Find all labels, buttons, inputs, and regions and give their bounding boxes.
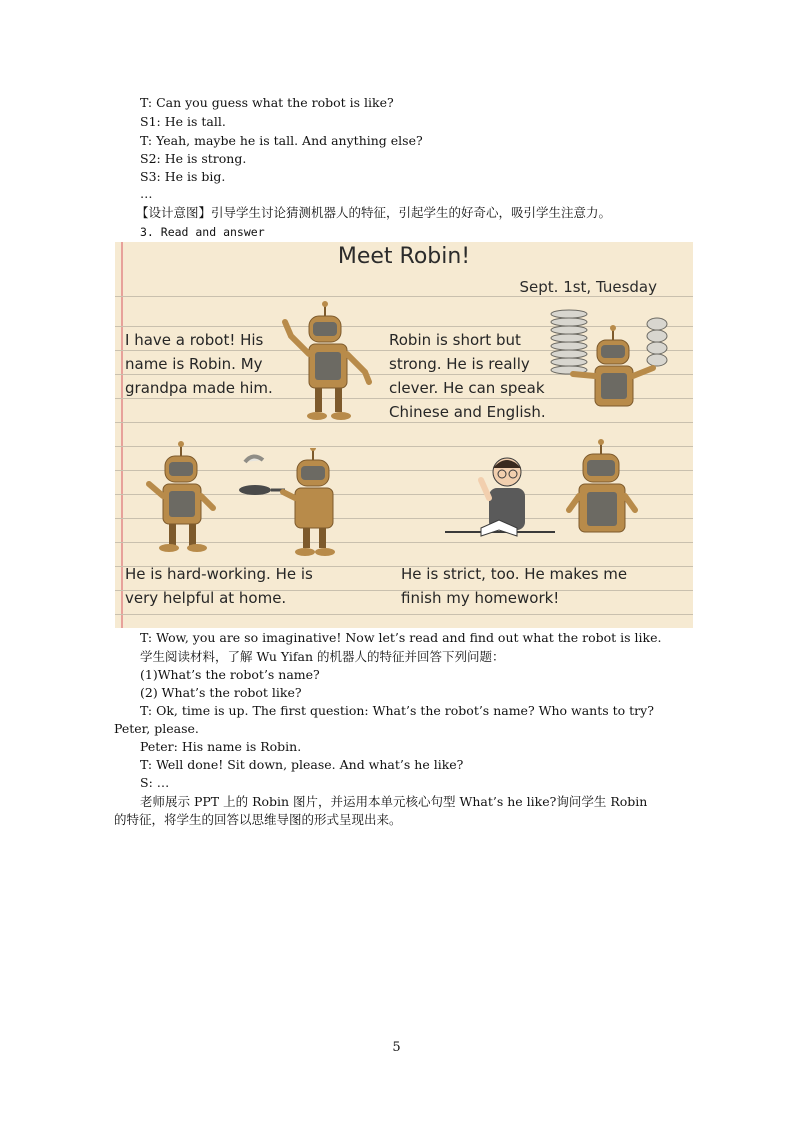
question-line: (2) What’s the robot like? bbox=[140, 685, 302, 700]
dialogue-line: Peter: His name is Robin. bbox=[140, 739, 302, 754]
question-line: (1)What’s the robot’s name? bbox=[140, 667, 320, 682]
strong-robot-icon bbox=[545, 300, 685, 415]
dialogue-line: T: Can you guess what the robot is like? bbox=[140, 95, 394, 110]
boy-reading-icon bbox=[445, 454, 555, 564]
dialogue-line: S: … bbox=[140, 775, 170, 790]
dialogue-line: T: Yeah, maybe he is tall. And anything else? bbox=[140, 133, 423, 148]
caption-2: Robin is short but strong. He is really clever. He can speak Chinese and English. bbox=[389, 331, 546, 421]
notebook-margin-line bbox=[121, 242, 123, 628]
ruled-line bbox=[115, 614, 693, 615]
robin-illustration bbox=[115, 242, 693, 628]
page-number: 5 bbox=[392, 1040, 401, 1055]
dialogue-line: S3: He is big. bbox=[140, 169, 226, 184]
illustration-date: Sept. 1st, Tuesday bbox=[519, 278, 657, 296]
illustration-title: Meet Robin! bbox=[337, 244, 471, 269]
walking-robot-icon bbox=[135, 440, 225, 558]
ruled-line bbox=[115, 296, 693, 297]
dialogue-line: S2: He is strong. bbox=[140, 151, 247, 166]
section-heading: 3. Read and answer bbox=[140, 225, 265, 239]
design-intent: 【设计意图】引导学生讨论猜测机器人的特征，引起学生的好奇心，吸引学生注意力。 bbox=[136, 205, 612, 220]
caption-4: He is strict, too. He makes me finish my homework! bbox=[401, 565, 628, 607]
instruction-line: 学生阅读材料，了解 Wu Yifan 的机器人的特征并回答下列问题： bbox=[140, 649, 505, 664]
dialogue-line: S1: He is tall. bbox=[140, 114, 226, 129]
caption-3: He is hard-working. He is very helpful at home. bbox=[125, 565, 313, 607]
strict-robot-icon bbox=[555, 438, 645, 538]
ellipsis-line: … bbox=[140, 186, 153, 201]
instruction-line: 的特征，将学生的回答以思维导图的形式呈现出来。 bbox=[114, 812, 402, 827]
instruction-line: 老师展示 PPT 上的 Robin 图片，并运用本单元核心句型 What’s he like?询问学生 Robin bbox=[140, 794, 648, 809]
dialogue-line: T: Ok, time is up. The first question: What’s the robot’s name? Who wants to try? bbox=[140, 703, 654, 718]
dialogue-line: T: Wow, you are so imaginative! Now let’s read and find out what the robot is like. bbox=[140, 630, 662, 645]
cooking-robot-icon bbox=[237, 448, 347, 560]
waving-robot-icon bbox=[275, 300, 385, 425]
dialogue-line: T: Well done! Sit down, please. And what’s he like? bbox=[140, 757, 464, 772]
caption-1: I have a robot! His name is Robin. My grandpa made him. bbox=[125, 331, 273, 397]
dialogue-line: Peter, please. bbox=[114, 721, 199, 736]
